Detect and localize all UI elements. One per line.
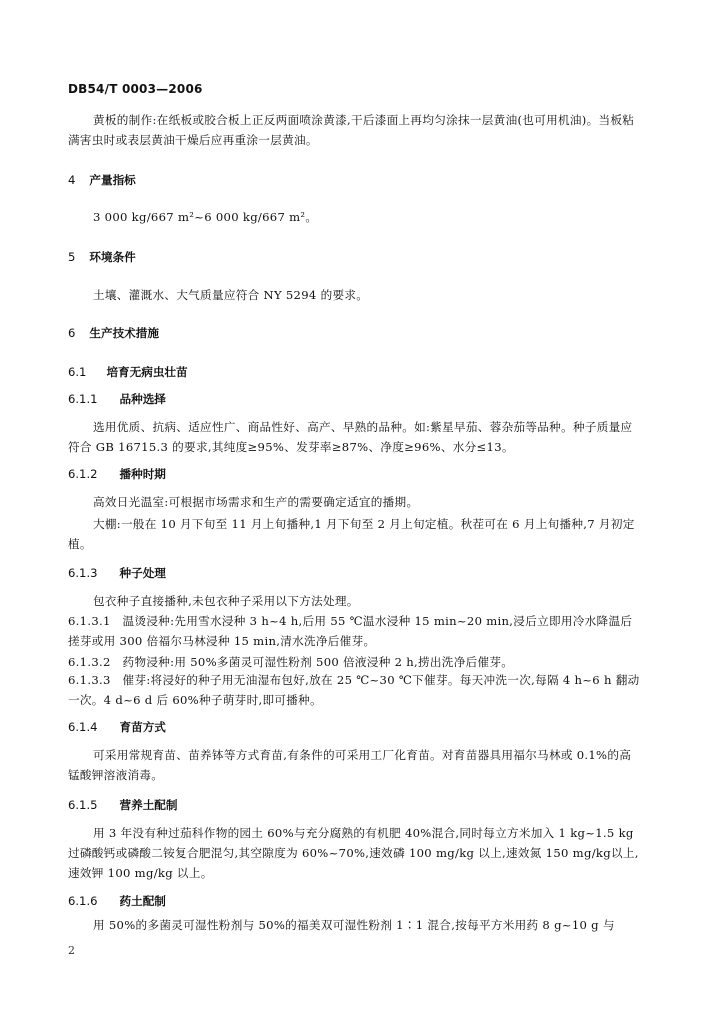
section-6-1-4-paragraph: 可采用常规育苗、苗养钵等方式育苗,有条件的可采用工厂化育苗。对育苗器具用福尔马林或 0.1%的高锰酸钾溶液消毒。 xyxy=(68,748,632,782)
section-heading-6 xyxy=(68,325,159,341)
section-title: 播种时期 xyxy=(119,467,166,481)
section-title: 药土配制 xyxy=(119,894,166,908)
section-number: 6.1.1 xyxy=(68,392,98,406)
intro-paragraph: 黄板的制作:在纸板或胶合板上正反两面喷涂黄漆,干后漆面上再均匀涂抹一层黄油(也可用机油)。当板粘满害虫时或表层黄油干燥后应再重涂一层黄油。 xyxy=(68,113,635,147)
section-4-paragraph: 3 000 kg/667 m²~6 000 kg/667 m²。 xyxy=(93,210,318,224)
section-6-1-3-3-item: 6.1.3.3 催芽:将浸好的种子用无油湿布包好,放在 25 ℃~30 ℃下催芽。每天冲洗一次,每隔 4 h~6 h 翻动一次。4 d~6 d 后 60%种子萌芽时,即可播种。 xyxy=(68,673,640,707)
section-heading-6-1-2 xyxy=(68,466,166,482)
section-heading-6-1-3 xyxy=(68,565,166,581)
section-title: 育苗方式 xyxy=(119,720,166,734)
section-6-1-3-2-item: 6.1.3.2 药物浸种:用 50%多菌灵可湿性粉剂 500 倍液浸种 2 h,捞出洗净后催芽。 xyxy=(68,655,514,669)
section-5-paragraph: 土壤、灌溉水、大气质量应符合 NY 5294 的要求。 xyxy=(93,288,369,302)
section-6-1-3-paragraph: 包衣种子直接播种,未包衣种子采用以下方法处理。 xyxy=(93,594,359,608)
section-title: 营养土配制 xyxy=(119,798,178,812)
section-number: 6.1 xyxy=(68,365,87,379)
section-6-1-6-paragraph: 用 50%的多菌灵可湿性粉剂与 50%的福美双可湿性粉剂 1∶1 混合,按每平方米用药 8 g~10 g 与 xyxy=(93,918,615,932)
section-heading-6-1 xyxy=(68,364,188,380)
section-6-1-3-1-item: 6.1.3.1 温烫浸种:先用雪水浸种 3 h~4 h,后用 55 ℃温水浸种 15 min~20 min,浸后立即用冷水降温后搓芽或用 300 倍福尔马林浸种 15 min,清水洗净后催芽。 xyxy=(68,614,633,648)
section-6-1-2-paragraph-1: 高效日光温室:可根据市场需求和生产的需要确定适宜的播期。 xyxy=(93,495,419,509)
section-number: 5 xyxy=(68,250,76,264)
section-number: 6 xyxy=(68,326,76,340)
section-heading-6-1-6 xyxy=(68,893,166,909)
section-title: 培育无病虫壮苗 xyxy=(106,365,188,379)
section-heading-5 xyxy=(68,249,136,265)
section-title: 种子处理 xyxy=(119,566,166,580)
section-heading-6-1-1 xyxy=(68,391,166,407)
section-number: 6.1.4 xyxy=(68,720,98,734)
page-number: 2 xyxy=(68,944,75,957)
section-heading-6-1-4 xyxy=(68,719,166,735)
section-6-1-5-paragraph: 用 3 年没有种过茄科作物的园土 60%与充分腐熟的有机肥 40%混合,同时每立方米加入 1 kg~1.5 kg过磷酸钙或磷酸二铵复合肥混匀,其空隙度为 60%~70%,速效磷 100 mg/kg 以上,速效氮 150 mg/kg以上,速效钾 100 mg/kg 以上。 xyxy=(68,826,639,880)
section-number: 6.1.6 xyxy=(68,894,98,908)
section-number: 6.1.3 xyxy=(68,566,98,580)
section-6-1-2-paragraph-2: 大棚:一般在 10 月下旬至 11 月上旬播种,1 月下旬至 2 月上旬定植。秋茬可在 6 月上旬播种,7 月初定植。 xyxy=(68,517,635,551)
section-number: 4 xyxy=(68,173,76,187)
section-6-1-1-paragraph: 选用优质、抗病、适应性广、商品性好、高产、早熟的品种。如:紫星早茄、蓉杂茄等品种。种子质量应符合 GB 16715.3 的要求,其纯度≥95%、发芽率≥87%、净度≥96%、水分≤13。 xyxy=(68,420,633,454)
section-title: 环境条件 xyxy=(89,250,136,264)
section-number: 6.1.5 xyxy=(68,798,98,812)
section-title: 产量指标 xyxy=(89,173,136,187)
section-heading-6-1-5 xyxy=(68,797,177,813)
section-heading-4 xyxy=(68,172,136,188)
document-id-header: DB54/T 0003—2006 xyxy=(68,82,203,96)
section-title: 生产技术措施 xyxy=(89,326,159,340)
section-number: 6.1.2 xyxy=(68,467,98,481)
section-title: 品种选择 xyxy=(119,392,166,406)
